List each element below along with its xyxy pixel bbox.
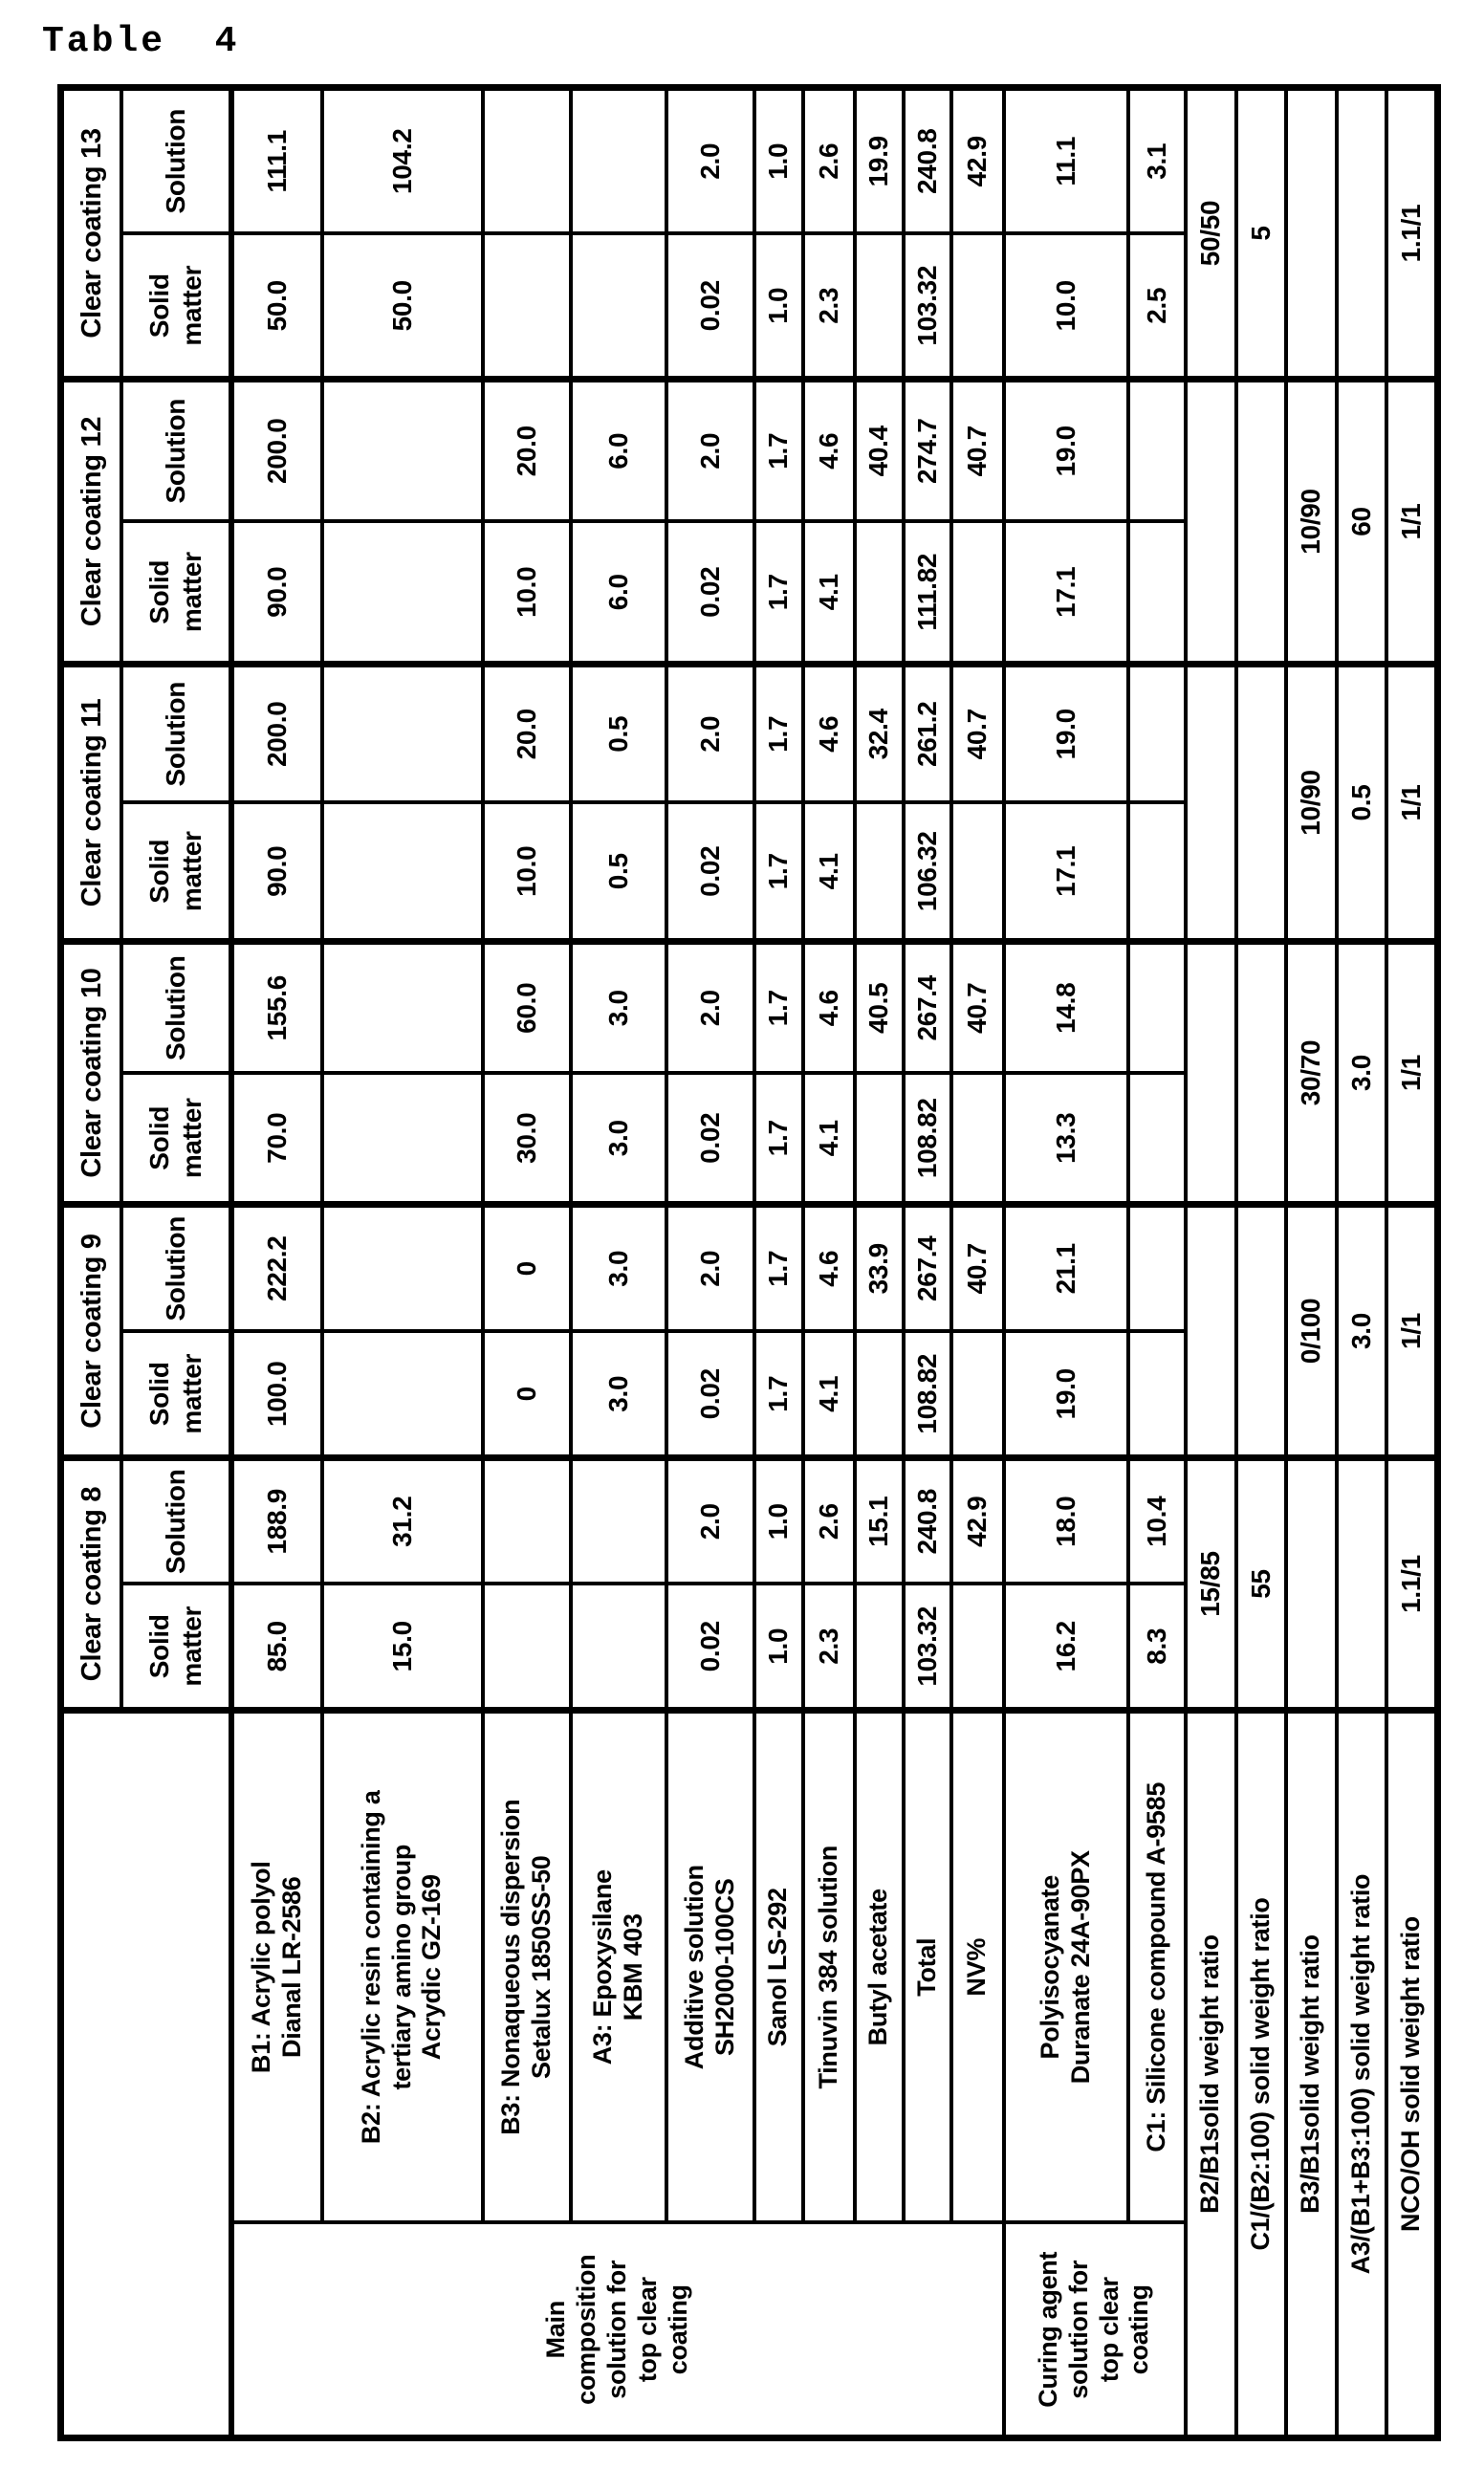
value-cell-solid [322,802,483,941]
value-cell-solution: 18.0 [1004,1458,1128,1584]
subheader-solid-matter: Solid matter [121,521,231,664]
ratio-value: 30/70 [1286,941,1337,1204]
value-cell-solution: 19.0 [1004,664,1128,802]
value-cell-solid [855,1074,904,1205]
value-cell-solid [1128,1332,1186,1458]
ratio-label: NCO/OH solid weight ratio [1386,1711,1438,2438]
value-cell-solution: 60.0 [483,941,571,1073]
value-cell-solution: 1.7 [754,664,803,802]
value-cell-solid: 0.02 [666,802,754,941]
component-name: A3: Epoxysilane KBM 403 [571,1711,666,2223]
value-cell-solid [322,521,483,664]
value-cell-solid: 70.0 [231,1074,322,1205]
value-cell-solution: 40.7 [951,1205,1004,1332]
coating-header: Clear coating 9 [61,1205,121,1458]
value-cell-solution: 4.6 [803,941,855,1073]
value-cell-solution: 32.4 [855,664,904,802]
value-cell-solid: 103.32 [904,233,951,379]
ratio-value [1236,664,1286,941]
value-cell-solid [1128,1074,1186,1205]
ratio-value: 1/1 [1386,1205,1438,1458]
value-cell-solid: 50.0 [231,233,322,379]
ratio-value [1186,664,1236,941]
ratio-value: 1/1 [1386,379,1438,664]
value-cell-solution: 222.2 [231,1205,322,1332]
value-cell-solid [322,1332,483,1458]
coating-header: Clear coating 8 [61,1458,121,1711]
ratio-value [1236,941,1286,1204]
value-cell-solid: 3.0 [571,1074,666,1205]
value-cell-solution: 2.0 [666,1205,754,1332]
value-cell-solution: 3.0 [571,1205,666,1332]
component-name: Butyl acetate [855,1711,904,2223]
component-name: B2: Acrylic resin containing a tertiary amino group Acrydic GZ-169 [322,1711,483,2223]
subheader-solution: Solution [121,664,231,802]
value-cell-solid [855,233,904,379]
value-cell-solution [322,379,483,521]
subheader-solution: Solution [121,379,231,521]
value-cell-solution: 3.1 [1128,87,1186,233]
value-cell-solid: 16.2 [1004,1584,1128,1711]
value-cell-solid: 2.3 [803,233,855,379]
value-cell-solution: 4.6 [803,1205,855,1332]
value-cell-solid [855,521,904,664]
value-cell-solid [951,233,1004,379]
value-cell-solid: 0.5 [571,802,666,941]
ratio-value [1286,1458,1337,1711]
value-cell-solution: 4.6 [803,379,855,521]
value-cell-solution: 111.1 [231,87,322,233]
value-cell-solid: 50.0 [322,233,483,379]
ratio-value: 55 [1236,1458,1286,1711]
value-cell-solid: 10.0 [1004,233,1128,379]
value-cell-solid: 100.0 [231,1332,322,1458]
subheader-solid-matter: Solid matter [121,802,231,941]
value-cell-solid: 103.32 [904,1584,951,1711]
value-cell-solution: 20.0 [483,664,571,802]
coating-header: Clear coating 10 [61,941,121,1204]
subheader-solid-matter: Solid matter [121,1584,231,1711]
ratio-value: 50/50 [1186,87,1236,379]
value-cell-solid: 30.0 [483,1074,571,1205]
value-cell-solution: 1.0 [754,87,803,233]
component-name: Tinuvin 384 solution [803,1711,855,2223]
rotated-table-wrapper [57,91,1434,2441]
subheader-solution: Solution [121,1458,231,1584]
value-cell-solution: 21.1 [1004,1205,1128,1332]
ratio-value: 3.0 [1337,1205,1386,1458]
component-name: NV% [951,1711,1004,2223]
value-cell-solution [1128,1205,1186,1332]
value-cell-solution: 40.7 [951,941,1004,1073]
ratio-value: 1/1 [1386,664,1438,941]
component-name: C1: Silicone compound A-9585 [1128,1711,1186,2223]
value-cell-solid: 90.0 [231,521,322,664]
value-cell-solution: 40.4 [855,379,904,521]
subheader-solution: Solution [121,1205,231,1332]
value-cell-solid: 1.7 [754,521,803,664]
ratio-value: 10/90 [1286,379,1337,664]
value-cell-solid: 0.02 [666,1332,754,1458]
ratio-value [1337,1458,1386,1711]
component-name: Total [904,1711,951,2223]
ratio-value: 10/90 [1286,664,1337,941]
table-title: Table 4 [42,21,240,62]
value-cell-solution: 240.8 [904,87,951,233]
value-cell-solid [483,233,571,379]
ratio-value [1186,1205,1236,1458]
value-cell-solid: 15.0 [322,1584,483,1711]
ratio-value: 5 [1236,87,1286,379]
value-cell-solution: 200.0 [231,379,322,521]
corner-cell [61,1711,231,2438]
composition-table [57,84,1441,2441]
ratio-value [1186,941,1236,1204]
value-cell-solution: 15.1 [855,1458,904,1584]
value-cell-solution: 20.0 [483,379,571,521]
value-cell-solution: 2.6 [803,1458,855,1584]
value-cell-solid [951,1332,1004,1458]
ratio-value: 60 [1337,379,1386,664]
value-cell-solution: 4.6 [803,664,855,802]
value-cell-solid: 6.0 [571,521,666,664]
value-cell-solution: 267.4 [904,941,951,1073]
component-name: Sanol LS-292 [754,1711,803,2223]
value-cell-solution: 42.9 [951,87,1004,233]
value-cell-solid: 4.1 [803,521,855,664]
value-cell-solution: 19.9 [855,87,904,233]
value-cell-solid [1128,521,1186,664]
ratio-value: 1.1/1 [1386,87,1438,379]
value-cell-solid: 111.82 [904,521,951,664]
ratio-label: B2/B1solid weight ratio [1186,1711,1236,2438]
value-cell-solution: 188.9 [231,1458,322,1584]
value-cell-solution [483,87,571,233]
ratio-value [1236,379,1286,664]
value-cell-solid: 1.7 [754,802,803,941]
value-cell-solid: 108.82 [904,1332,951,1458]
ratio-value [1236,1205,1286,1458]
value-cell-solution: 10.4 [1128,1458,1186,1584]
value-cell-solid: 10.0 [483,521,571,664]
value-cell-solution: 19.0 [1004,379,1128,521]
ratio-value: 1/1 [1386,941,1438,1204]
value-cell-solution: 267.4 [904,1205,951,1332]
value-cell-solid: 4.1 [803,802,855,941]
value-cell-solid [951,1584,1004,1711]
value-cell-solid: 2.5 [1128,233,1186,379]
subheader-solid-matter: Solid matter [121,1332,231,1458]
value-cell-solid [951,521,1004,664]
value-cell-solid: 17.1 [1004,521,1128,664]
value-cell-solution [322,941,483,1073]
value-cell-solid: 0.02 [666,1074,754,1205]
value-cell-solid: 1.7 [754,1332,803,1458]
ratio-value [1337,87,1386,379]
value-cell-solid: 0.02 [666,1584,754,1711]
value-cell-solid [322,1074,483,1205]
value-cell-solid [951,802,1004,941]
value-cell-solid [571,233,666,379]
value-cell-solution: 104.2 [322,87,483,233]
value-cell-solution: 200.0 [231,664,322,802]
value-cell-solution [483,1458,571,1584]
ratio-value: 3.0 [1337,941,1386,1204]
value-cell-solution: 2.0 [666,1458,754,1584]
value-cell-solution: 40.5 [855,941,904,1073]
ratio-label: A3/(B1+B3:100) solid weight ratio [1337,1711,1386,2438]
value-cell-solution [571,87,666,233]
value-cell-solid: 0.02 [666,233,754,379]
value-cell-solid: 106.32 [904,802,951,941]
value-cell-solution [1128,664,1186,802]
group-label-curing: Curing agent solution for top clear coating [1004,2223,1186,2438]
value-cell-solid: 2.3 [803,1584,855,1711]
component-name: B1: Acrylic polyol Dianal LR-2586 [231,1711,322,2223]
value-cell-solid: 10.0 [483,802,571,941]
value-cell-solution: 1.7 [754,1205,803,1332]
value-cell-solution: 2.0 [666,664,754,802]
value-cell-solid: 19.0 [1004,1332,1128,1458]
ratio-value: 1.1/1 [1386,1458,1438,1711]
value-cell-solution: 40.7 [951,664,1004,802]
value-cell-solution: 274.7 [904,379,951,521]
value-cell-solution [322,1205,483,1332]
value-cell-solution [1128,379,1186,521]
value-cell-solution: 14.8 [1004,941,1128,1073]
value-cell-solid: 17.1 [1004,802,1128,941]
coating-header: Clear coating 13 [61,87,121,379]
coating-header: Clear coating 12 [61,379,121,664]
value-cell-solution: 2.0 [666,379,754,521]
component-name: B3: Nonaqueous dispersion Setalux 1850SS-50 [483,1711,571,2223]
value-cell-solid: 4.1 [803,1332,855,1458]
value-cell-solution: 2.0 [666,87,754,233]
value-cell-solution: 2.0 [666,941,754,1073]
coating-header: Clear coating 11 [61,664,121,941]
value-cell-solid: 8.3 [1128,1584,1186,1711]
value-cell-solid: 85.0 [231,1584,322,1711]
ratio-value [1186,379,1236,664]
value-cell-solution [1128,941,1186,1073]
ratio-label: C1/(B2:100) solid weight ratio [1236,1711,1286,2438]
ratio-value [1286,87,1337,379]
value-cell-solid: 0.02 [666,521,754,664]
value-cell-solution: 1.0 [754,1458,803,1584]
value-cell-solution: 155.6 [231,941,322,1073]
value-cell-solution: 6.0 [571,379,666,521]
ratio-value: 15/85 [1186,1458,1236,1711]
ratio-label: B3/B1solid weight ratio [1286,1711,1337,2438]
value-cell-solution: 42.9 [951,1458,1004,1584]
value-cell-solution: 240.8 [904,1458,951,1584]
value-cell-solution: 2.6 [803,87,855,233]
value-cell-solution: 1.7 [754,941,803,1073]
value-cell-solution [571,1458,666,1584]
value-cell-solid [855,1584,904,1711]
value-cell-solution: 3.0 [571,941,666,1073]
value-cell-solid: 3.0 [571,1332,666,1458]
value-cell-solid: 1.0 [754,1584,803,1711]
subheader-solid-matter: Solid matter [121,1074,231,1205]
value-cell-solution: 0 [483,1205,571,1332]
value-cell-solution: 31.2 [322,1458,483,1584]
value-cell-solid [1128,802,1186,941]
value-cell-solution: 1.7 [754,379,803,521]
value-cell-solid: 1.7 [754,1074,803,1205]
value-cell-solution: 261.2 [904,664,951,802]
value-cell-solid [855,802,904,941]
value-cell-solid [571,1584,666,1711]
ratio-value: 0/100 [1286,1205,1337,1458]
subheader-solution: Solution [121,941,231,1073]
value-cell-solid: 4.1 [803,1074,855,1205]
subheader-solid-matter: Solid matter [121,233,231,379]
value-cell-solution: 0.5 [571,664,666,802]
value-cell-solution [322,664,483,802]
component-name: Polyisocyanate Duranate 24A-90PX [1004,1711,1128,2223]
value-cell-solid: 0 [483,1332,571,1458]
group-label-main: Main composition solution for top clear coating [231,2223,1004,2438]
value-cell-solid: 108.82 [904,1074,951,1205]
value-cell-solution: 11.1 [1004,87,1128,233]
component-name: Additive solution SH2000-100CS [666,1711,754,2223]
value-cell-solid [855,1332,904,1458]
value-cell-solid: 1.0 [754,233,803,379]
value-cell-solid [483,1584,571,1711]
value-cell-solution: 33.9 [855,1205,904,1332]
ratio-value: 0.5 [1337,664,1386,941]
value-cell-solid: 13.3 [1004,1074,1128,1205]
value-cell-solid: 90.0 [231,802,322,941]
subheader-solution: Solution [121,87,231,233]
value-cell-solid [951,1074,1004,1205]
value-cell-solution: 40.7 [951,379,1004,521]
